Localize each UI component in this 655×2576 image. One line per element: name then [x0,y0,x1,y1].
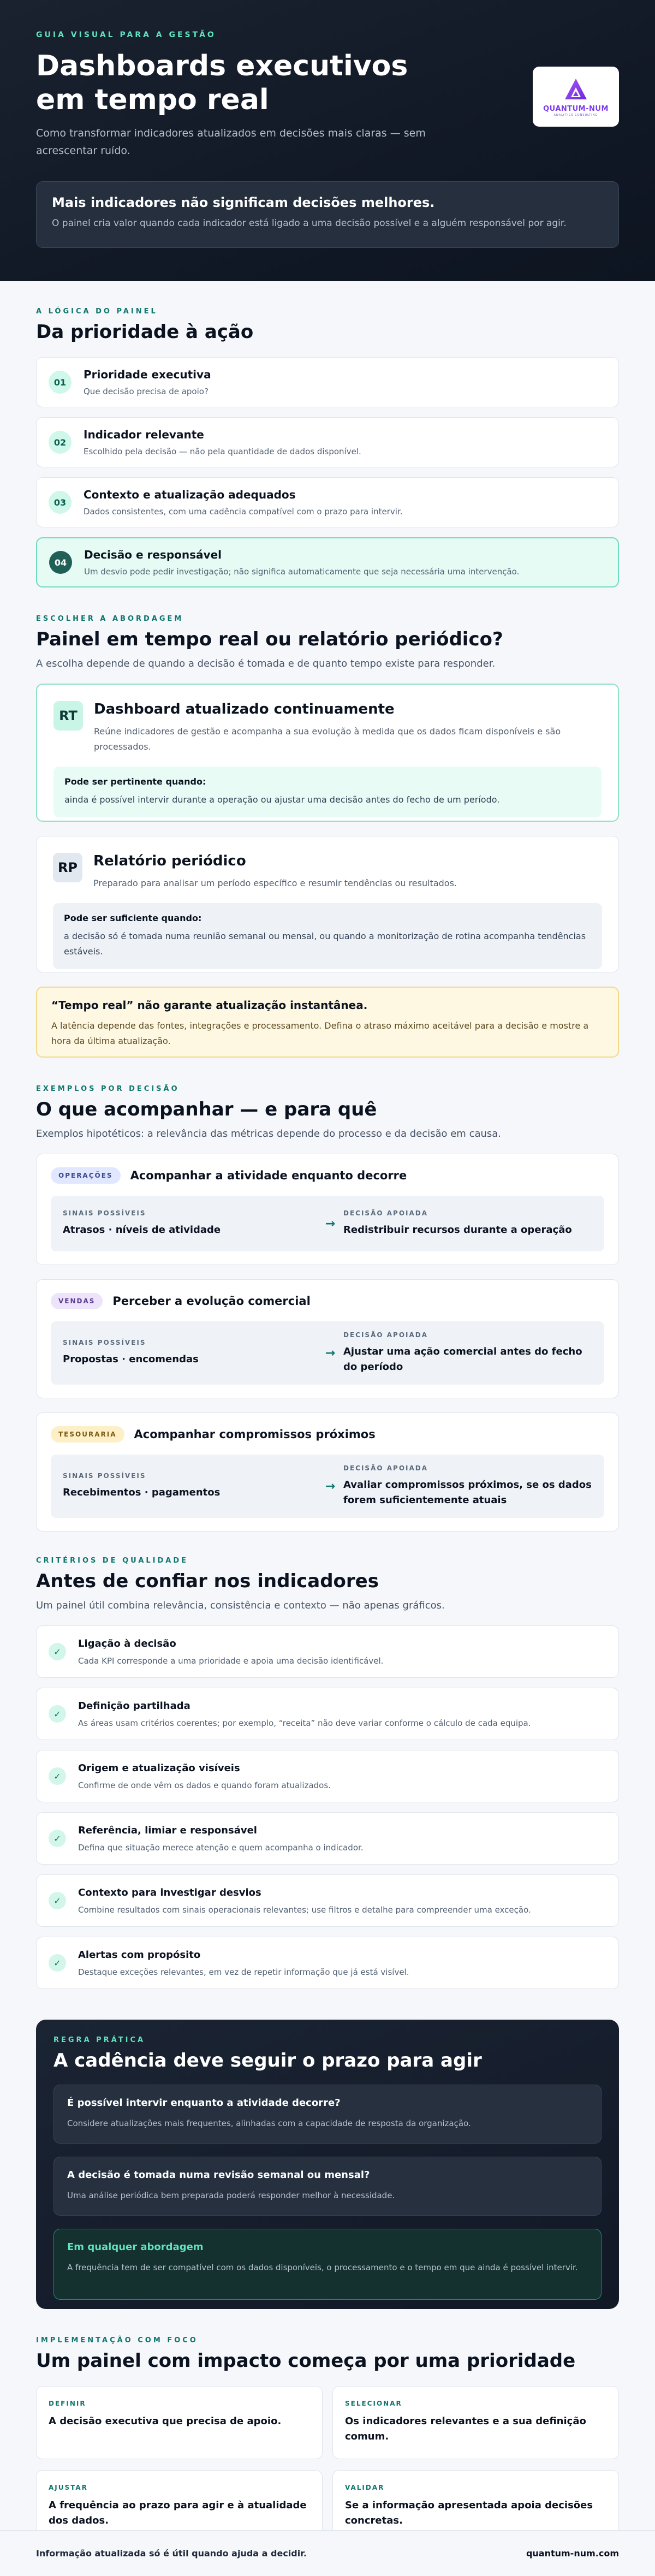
impl-text: Se a informação apresentada apoia decisões concretas. [345,2500,593,2526]
criterion-desc: Confirme de onde vêm os dados e quando foram atualizados. [78,1780,331,1790]
section-eyebrow: CRITÉRIOS DE QUALIDADE [36,1557,189,1565]
check-icon: ✓ [49,1767,66,1785]
step-number: 02 [49,431,72,454]
criterion-title: Definição partilhada [78,1700,190,1712]
criterion-desc: As áreas usam critérios coerentes; por exemplo, “receita” não deve variar conforme o cálculo de cada equipa. [78,1718,531,1728]
section-eyebrow: EXEMPLOS POR DECISÃO [36,1085,180,1093]
quality-section [0,1557,655,2309]
section-title: Da prioridade à ação [36,321,254,343]
section-title: Painel em tempo real ou relatório periódico? [36,628,503,650]
footer-website-link[interactable]: quantum-num.com [526,2548,619,2559]
warning-title: “Tempo real” não garante atualização instantânea. [51,999,368,1012]
practical-rule-panel [36,2020,619,2309]
periodic-desc: Preparado para analisar um período específico e resumir tendências ou resultados. [93,878,457,888]
step-title: Contexto e atualização adequados [84,488,296,501]
criterion-desc: Defina que situação merece atenção e quem acompanha o indicador. [78,1842,364,1853]
section-description: Exemplos hipotéticos: a relevância das métricas depende do processo e da decisão em causa. [36,1128,502,1139]
check-icon: ✓ [49,1892,66,1909]
signals-label: SINAIS POSSÍVEIS [63,1339,146,1346]
priority-step-highlighted [36,537,619,587]
section-title: Um painel com impacto começa por uma prioridade [36,2350,576,2372]
step-title: Indicador relevante [84,428,204,441]
rule-title: A cadência deve seguir o prazo para agir [53,2050,482,2072]
periodic-title: Relatório periódico [93,853,246,869]
signals-value: Recebimentos · pagamentos [63,1487,221,1498]
impl-label: SELECIONAR [345,2400,402,2407]
check-icon: ✓ [49,1954,66,1972]
priority-step [36,477,619,527]
example-title: Perceber a evolução comercial [112,1295,311,1308]
rule-question [53,2085,602,2144]
step-title: Decisão e responsável [84,548,222,561]
hero [0,0,655,281]
step-number: 03 [49,491,72,514]
logo-mark-icon [563,76,589,103]
signals-label: SINAIS POSSÍVEIS [63,1472,146,1480]
arrow-right-icon: → [325,1346,336,1360]
area-tag: VENDAS [51,1293,103,1309]
check-icon: ✓ [49,1705,66,1723]
periodic-badge: RP [53,853,82,882]
section-title: Antes de confiar nos indicadores [36,1570,379,1592]
arrow-right-icon: → [325,1216,336,1231]
logo-tagline: ANALYTICS CONSULTING [553,114,598,117]
arrow-right-icon: → [325,1479,336,1493]
rule-question-text: Uma análise periódica bem preparada poderá responder melhor à necessidade. [67,2191,395,2200]
rule-question-title: A decisão é tomada numa revisão semanal ou mensal? [67,2169,370,2181]
decision-label: DECISÃO APOIADA [343,1331,428,1339]
criterion-item [36,1750,619,1802]
step-number: 01 [49,371,72,394]
footer-tagline: Informação atualizada só é útil quando ajuda a decidir. [36,2548,307,2559]
check-icon: ✓ [49,1830,66,1847]
rule-highlight [53,2229,602,2300]
impl-step [332,2386,619,2459]
criterion-item [36,1625,619,1678]
example-card [36,1412,619,1532]
criterion-title: Alertas com propósito [78,1949,201,1961]
rule-question-title: É possível intervir enquanto a atividade decorre? [67,2097,341,2109]
criterion-item [36,1688,619,1740]
signals-value: Propostas · encomendas [63,1354,199,1365]
step-desc: Escolhido pela decisão — não pela quantidade de dados disponível. [84,447,361,456]
periodic-condition [53,903,602,969]
area-tag: TESOURARIA [51,1426,124,1443]
decision-label: DECISÃO APOIADA [343,1209,428,1217]
criterion-title: Ligação à decisão [78,1637,176,1649]
latency-warning [36,987,619,1058]
hero-callout-text: O painel cria valor quando cada indicador está ligado a uma decisão possível e a alguém responsável por agir. [52,218,567,229]
criterion-title: Referência, limiar e responsável [78,1824,257,1836]
criterion-desc: Cada KPI corresponde a uma prioridade e apoia uma decisão identificável. [78,1655,384,1666]
brand-logo [533,67,619,127]
decision-value: Redistribuir recursos durante a operação [343,1224,572,1236]
impl-step [36,2386,323,2459]
realtime-title: Dashboard atualizado continuamente [94,701,395,717]
rule-question [53,2157,602,2216]
logo-name: QUANTUM-NUM [543,105,609,113]
criterion-desc: Destaque exceções relevantes, em vez de repetir informação que já está visível. [78,1967,409,1977]
step-number: 04 [49,551,72,574]
signals-label: SINAIS POSSÍVEIS [63,1209,146,1217]
example-card [36,1154,619,1265]
decision-value: Avaliar compromissos próximos, se os dados forem suficientemente atuais [343,1479,592,1506]
realtime-condition [53,767,602,817]
condition-text: a decisão só é tomada numa reunião semanal ou mensal, ou quando a monitorização de rotina acompanha tendências estáveis. [64,931,586,957]
impl-label: AJUSTAR [49,2484,88,2491]
hero-eyebrow: GUIA VISUAL PARA A GESTÃO [36,31,216,39]
hero-subtitle: Como transformar indicadores atualizados em decisões mais claras — sem acrescentar ruído. [36,127,426,157]
condition-label: Pode ser pertinente quando: [64,776,206,787]
realtime-desc: Reúne indicadores de gestão e acompanha a sua evolução à medida que os dados ficam disponíveis e são processados. [94,726,561,752]
hero-callout-title: Mais indicadores não significam decisões melhores. [52,195,435,210]
hero-callout [36,181,619,248]
impl-label: DEFINIR [49,2400,86,2407]
rule-highlight-text: A frequência tem de ser compatível com os dados disponíveis, o processamento e o tempo em que ainda é possível intervir. [67,2263,578,2272]
step-desc: Dados consistentes, com uma cadência compatível com o prazo para intervir. [84,507,403,517]
impl-text: A frequência ao prazo para agir e à atualidade dos dados. [49,2500,307,2526]
section-eyebrow: ESCOLHER A ABORDAGEM [36,615,184,623]
warning-text: A latência depende das fontes, integrações e processamento. Defina o atraso máximo aceitável para a decisão e mostre a hora da última atualização. [51,1020,589,1046]
impl-label: VALIDAR [345,2484,385,2491]
example-card [36,1279,619,1398]
impl-text: A decisão executiva que precisa de apoio. [49,2415,282,2427]
check-icon: ✓ [49,1643,66,1660]
hero-title: Dashboards executivos em tempo real [36,50,408,116]
example-title: Acompanhar a atividade enquanto decorre [130,1169,407,1182]
criterion-item [36,1812,619,1865]
step-desc: Que decisão precisa de apoio? [84,387,209,396]
priority-step [36,417,619,467]
section-description: A escolha depende de quando a decisão é tomada e de quanto tempo existe para responder. [36,658,496,669]
footer [0,2530,655,2576]
criterion-item [36,1937,619,1989]
rule-eyebrow: REGRA PRÁTICA [53,2036,146,2044]
condition-label: Pode ser suficiente quando: [64,913,202,923]
section-eyebrow: IMPLEMENTAÇÃO COM FOCO [36,2336,198,2344]
rule-highlight-title: Em qualquer abordagem [67,2241,204,2253]
rule-question-text: Considere atualizações mais frequentes, alinhadas com a capacidade de resposta da organização. [67,2118,471,2128]
section-title: O que acompanhar — e para quê [36,1099,377,1120]
criterion-item [36,1874,619,1927]
section-description: Um painel útil combina relevância, consistência e contexto — não apenas gráficos. [36,1600,445,1611]
implementation-section [0,2336,655,2543]
condition-text: ainda é possível intervir durante a operação ou ajustar uma decisão antes do fecho de um período. [64,794,500,805]
periodic-report-card [36,836,619,972]
priority-step [36,357,619,407]
signals-value: Atrasos · níveis de atividade [63,1224,221,1236]
criterion-desc: Combine resultados com sinais operacionais relevantes; use filtros e detalhe para compreender uma exceção. [78,1904,531,1915]
criterion-title: Contexto para investigar desvios [78,1886,261,1898]
approach-section [0,615,655,1058]
step-title: Prioridade executiva [84,368,211,381]
decision-label: DECISÃO APOIADA [343,1464,428,1472]
area-tag: OPERAÇÕES [51,1167,121,1184]
criterion-title: Origem e atualização visíveis [78,1762,240,1774]
section-eyebrow: A LÓGICA DO PAINEL [36,307,158,316]
realtime-badge: RT [53,701,83,731]
example-title: Acompanhar compromissos próximos [134,1428,376,1441]
examples-section [0,1085,655,1532]
impl-text: Os indicadores relevantes e a sua definição comum. [345,2415,586,2442]
decision-value: Ajustar uma ação comercial antes do fecho do período [343,1346,582,1373]
logic-section [0,307,655,587]
realtime-card [36,684,619,822]
step-desc: Um desvio pode pedir investigação; não significa automaticamente que seja necessária uma intervenção. [84,567,520,577]
